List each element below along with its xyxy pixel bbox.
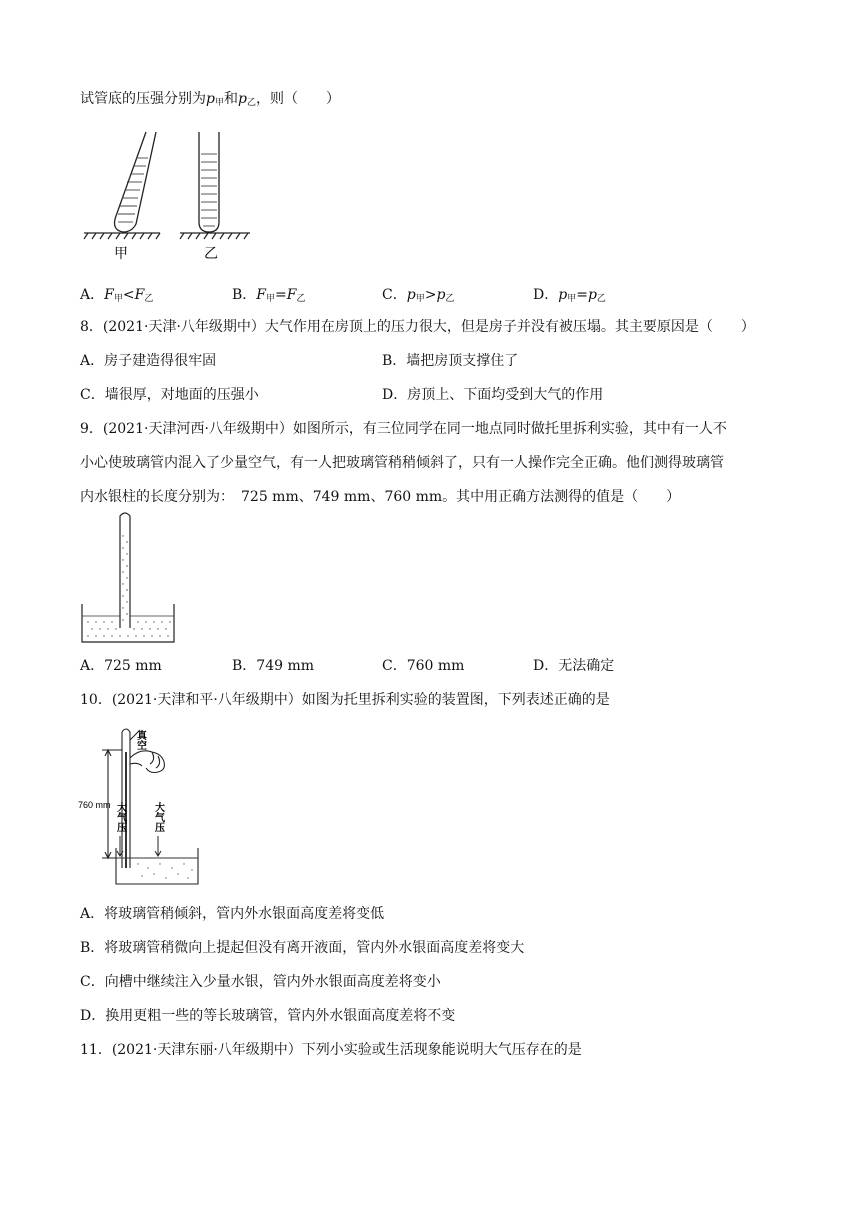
tube-yi-liquid [201,154,217,226]
q10-option-d[interactable]: D．换用更粗一些的等长玻璃管，管内外水银面高度差将不变 [80,1008,456,1024]
tube-yi [199,132,219,232]
fig-label-vacuum: 真空 [134,730,146,750]
trough-mercury [87,621,170,636]
q8-option-b[interactable]: B．墙把房顶支撑住了 [382,353,519,369]
q8-stem: 8．(2021·天津·八年级期中）大气作用在房顶上的压力很大，但是房子并没有被压塌。其主要原因是（ ） [80,319,755,335]
ground-yi [180,233,250,239]
q10-option-b[interactable]: B．将玻璃管稍微向上提起但没有离开液面，管内外水银面高度差将变大 [80,940,525,956]
q7-option-d[interactable]: D．$p_甲=p_乙$ [533,287,606,304]
fig-label-atm-right: 大气压 [152,802,164,832]
glass-tube [120,513,130,628]
q11-stem: 11．(2021·天津东丽·八年级期中）下列小实验或生活现象能说明大气压存在的是 [80,1042,582,1058]
hand-icon [130,751,164,773]
q7-option-b[interactable]: B．$F_甲=F_乙$ [232,287,306,304]
q10-option-c[interactable]: C．向槽中继续注入少量水银，管内外水银面高度差将变小 [80,974,441,990]
q7-option-c[interactable]: C．$p_甲>p_乙$ [382,287,455,304]
ground-jia [84,233,160,239]
fig-label-height: 760 mm [78,800,111,810]
test-tubes-figure [80,128,260,268]
fig-label-atm-left: 大气压 [114,802,126,832]
torricelli-figure [80,718,210,888]
q9-option-d[interactable]: D．无法确定 [533,658,615,674]
q9-stem-line-3: 内水银柱的长度分别为： 725 mm、749 mm、760 mm。其中用正确方法测得的值是（ ） [80,489,681,505]
barometer-figure [80,510,180,645]
q8-option-a[interactable]: A．房子建造得很牢固 [80,353,217,369]
tube-mercury [122,535,127,620]
trough-mercury [137,863,192,878]
q9-option-a[interactable]: A．725 mm [80,658,162,674]
q8-option-c[interactable]: C．墙很厚，对地面的压强小 [80,387,259,403]
q10-option-a[interactable]: A．将玻璃管稍倾斜，管内外水银面高度差将变低 [80,906,385,922]
q8-option-d[interactable]: D．房顶上、下面均受到大气的作用 [382,387,604,403]
q10-stem: 10．(2021·天津和平·八年级期中）如图为托里拆利实验的装置图，下列表述正确的是 [80,692,610,708]
fig-label-yi: 乙 [204,245,218,261]
q7-option-a[interactable]: A．$F_甲<F_乙$ [80,287,154,304]
q9-option-b[interactable]: B．749 mm [232,658,315,674]
q9-stem-line-2: 小心使玻璃管内混入了少量空气，有一人把玻璃管稍稍倾斜了，只有一人操作完全正确。他们测得玻璃管 [80,455,724,471]
q9-option-c[interactable]: C．760 mm [382,658,465,674]
q7-stem: 试管底的压强分别为$p_甲$和$p_乙$，则（ ） [80,91,340,108]
fig-label-jia: 甲 [114,245,128,261]
q9-stem-line-1: 9．(2021·天津河西·八年级期中）如图所示，有三位同学在同一地点同时做托里拆利实验，其中有一人不 [80,421,727,437]
